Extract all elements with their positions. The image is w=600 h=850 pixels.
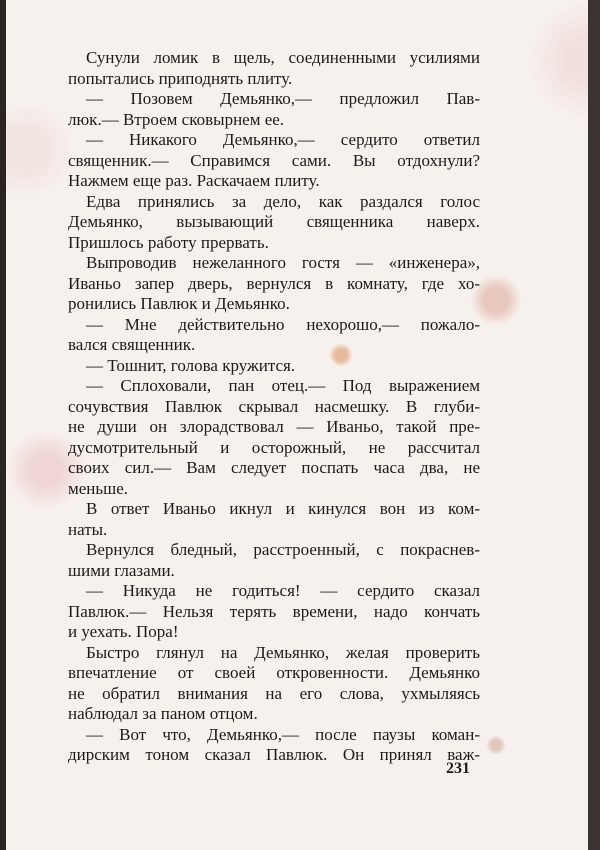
text-line: — Мне действительно нехорошо,— пожало- [86, 314, 480, 334]
paragraph [68, 725, 480, 766]
text-line: люк.— Втроем сковырнем ее. [68, 109, 285, 129]
paragraph [68, 540, 480, 581]
text-line: — Никакого Демьянко,— сердито ответил [86, 130, 480, 149]
text-line: — Сплоховали, пан отец.— Под выражением [86, 376, 480, 395]
text-line: не души он злорадствовал — Иваньо, такой пре- [68, 417, 480, 436]
paragraph [68, 253, 480, 315]
text-line: ронились Павлюк и Демьянко. [68, 294, 290, 313]
paragraph [68, 192, 480, 254]
paragraph [68, 356, 480, 377]
text-line: священник.— Справимся сами. Вы отдохнули? [68, 150, 480, 170]
text-line: и уехать. Пора! [68, 622, 179, 641]
text-line: Быстро глянул на Демьянко, желая проверить [86, 642, 480, 662]
scan-edge [588, 0, 600, 850]
paragraph [68, 581, 480, 643]
text-line: попытались приподнять плиту. [68, 68, 293, 88]
paragraph [68, 499, 480, 540]
text-line: наты. [68, 519, 108, 539]
text-line: вался священник. [68, 335, 196, 354]
text-line: — Позовем Демьянко,— предложил Пав- [86, 89, 480, 108]
text-line: Нажмем еще раз. Раскачаем плиту. [68, 171, 320, 190]
paragraph [68, 376, 480, 499]
text-line: Демьянко, вызывающий священника наверх. [68, 212, 480, 231]
text-line: В ответ Иваньо икнул и кинулся вон из ком- [86, 499, 480, 518]
text-line: Вернулся бледный, расстроенный, с покраснев- [86, 540, 480, 559]
text-line: впечатление от своей откровенности. Демьянко [68, 663, 480, 682]
text-line: Едва принялись за дело, как раздался голос [86, 191, 480, 211]
text-line: шими глазами. [68, 560, 175, 580]
text-line: Сунули ломик в щель, соединенными усилиями [86, 48, 480, 67]
text-line: дирским тоном сказал Павлюк. Он принял важ- [68, 745, 480, 764]
book-page [6, 0, 590, 850]
text-line: наблюдал за паном отцом. [68, 704, 258, 723]
text-line: — Тошнит, голова кружится. [86, 355, 296, 375]
paragraph [68, 89, 480, 130]
paragraph [68, 130, 480, 192]
text-line: своих сил.— Вам следует поспать часа два, не [68, 458, 480, 477]
text-line: дусмотрительный и осторожный, не рассчитал [68, 437, 480, 457]
text-line: Пришлось работу прервать. [68, 232, 269, 252]
paragraph [68, 48, 480, 89]
paragraph [68, 643, 480, 725]
text-line: — Никуда не годиться! — сердито сказал [86, 581, 480, 600]
paragraph [68, 315, 480, 356]
body-text [68, 48, 480, 766]
text-line: Павлюк.— Нельзя терять времени, надо кончать [68, 601, 480, 621]
text-line: не обратил внимания на его слова, ухмыляясь [68, 683, 480, 703]
page-number: 231 [446, 760, 470, 777]
text-line: меньше. [68, 478, 129, 498]
text-line: — Вот что, Демьянко,— после паузы коман- [86, 724, 480, 744]
text-line: сочувствия Павлюк скрывал насмешку. В глуби- [68, 396, 480, 416]
text-line: Выпроводив нежеланного гостя — «инженера», [86, 253, 480, 272]
text-line: Иваньо запер дверь, вернулся в комнату, где хо- [68, 273, 480, 293]
